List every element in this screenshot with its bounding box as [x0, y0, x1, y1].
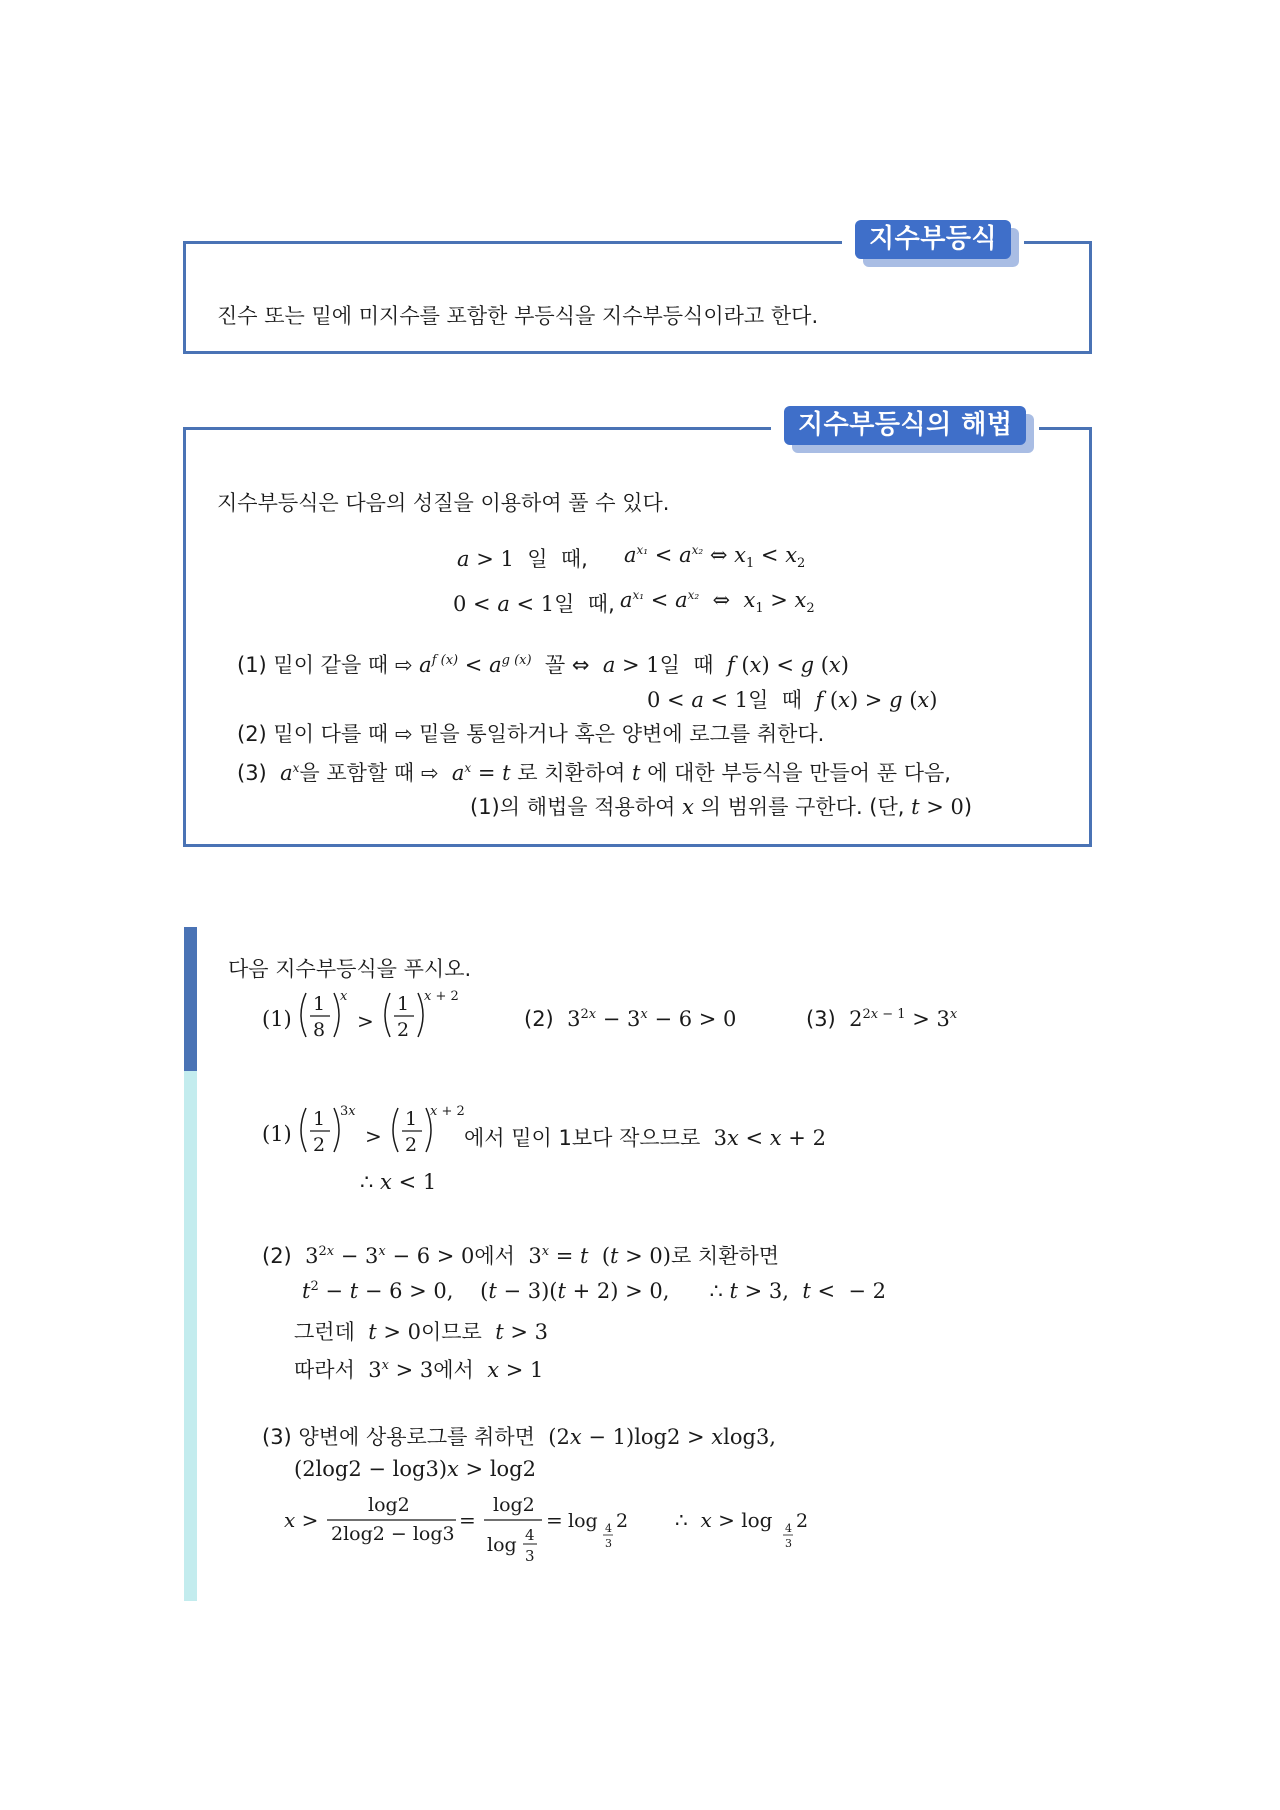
- method-item-1-label: (1) 밑이 같을 때 ⇨: [237, 653, 413, 677]
- method-intro: 지수부등식은 다음의 성질을 이용하여 풀 수 있다.: [217, 491, 670, 515]
- rule1-formula: $a^{x_1} < a^{x_2}$ ⇔ $x_1 < x_2$: [624, 543, 806, 572]
- solution-2-however: 그런데: [294, 1320, 355, 1344]
- definition-text: 진수 또는 밑에 미지수를 포함한 부등식을 지수부등식이라고 한다.: [217, 304, 819, 328]
- method-item-3-close: ): [963, 795, 973, 819]
- method-item-1-case-2: 0 < a < 1일 때 f (x) > g (x): [647, 688, 938, 712]
- method-item-3-apply: (1)의 해법을 적용하여: [470, 795, 676, 819]
- solution-2-since: 이므로: [420, 1320, 482, 1344]
- solution-2-line-3: 그런데 t > 0이므로 t > 3: [294, 1320, 548, 1344]
- svg-text:>: >: [357, 1009, 374, 1033]
- svg-text:=: =: [459, 1508, 476, 1532]
- rule2-condition: 0 < a < 1일 때,: [453, 592, 615, 616]
- solution-2-from-2: 에서: [433, 1358, 474, 1382]
- svg-text:1: 1: [313, 1108, 326, 1130]
- solution-1-answer: ∴ x < 1: [360, 1170, 437, 1194]
- problem-2-label: (2): [524, 1007, 554, 1031]
- svg-text:2: 2: [397, 1019, 410, 1041]
- svg-text:2: 2: [796, 1510, 809, 1532]
- problem-1: [262, 989, 459, 1041]
- method-title: 지수부등식의 해법: [784, 406, 1026, 445]
- method-item-2: (2) 밑이 다를 때 ⇨ 밑을 통일하거나 혹은 양변에 로그를 취한다.: [237, 722, 825, 746]
- svg-text:4: 4: [605, 1522, 612, 1535]
- definition-title: 지수부등식: [855, 220, 1011, 259]
- solution-2-line-1: (2) $3^{2x} - 3^x - 6 > 0$에서 $3^x = t$ (t > 0)로 치환하면: [262, 1244, 780, 1268]
- method-item-3-label: (3): [237, 761, 267, 785]
- solution-3-intro: (3) 양변에 상용로그를 취하면: [262, 1425, 535, 1449]
- svg-text:x >: x >: [284, 1508, 319, 1532]
- svg-text:2log2 − log3: 2log2 − log3: [331, 1523, 455, 1545]
- solution-2-from: 에서: [474, 1244, 515, 1268]
- method-item-3-sub: 로 치환하여: [517, 761, 626, 785]
- solution-2-therefore: 따라서: [294, 1358, 355, 1382]
- rule2-formula: $a^{x_1} < a^{x_2}$ ⇔ $x_1 > x_2$: [620, 588, 815, 617]
- svg-text:x + 2: x + 2: [424, 989, 459, 1004]
- method-item-3: (3) $a^x$을 포함할 때 ⇨ $a^x = t$ 로 치환하여 t 에 대한 부등식을 만들어 푼 다음,: [237, 761, 951, 785]
- svg-text:log2: log2: [368, 1494, 410, 1516]
- solution-2-line-2: $t^2 - t - 6 > 0$, (t − 3)(t + 2) > 0, ∴ t > 3, t < − 2: [302, 1279, 887, 1303]
- solution-1-reason: 에서 밑이 1보다 작으므로: [464, 1126, 701, 1150]
- solution-1-text: 에서 밑이 1보다 작으므로 3x < x + 2: [464, 1126, 826, 1150]
- solution-2-line-4: 따라서 $3^x > 3$에서 x > 1: [294, 1358, 544, 1382]
- svg-text:log2: log2: [493, 1494, 535, 1516]
- solution-1-formula: [262, 1104, 465, 1156]
- method-item-3-cond: 을 포함할 때 ⇨: [299, 761, 439, 785]
- svg-text:3x: 3x: [340, 1104, 356, 1119]
- svg-text:log: log: [487, 1534, 517, 1556]
- problem-1-label: (1): [262, 1007, 292, 1031]
- solution-3-fraction: [284, 1494, 808, 1565]
- svg-text:2: 2: [616, 1510, 629, 1532]
- solution-2-sub: 로 치환하면: [670, 1244, 780, 1268]
- svg-text:4: 4: [525, 1526, 535, 1544]
- problem-prompt: 다음 지수부등식을 푸시오.: [228, 957, 472, 981]
- svg-text:1: 1: [313, 993, 326, 1015]
- svg-text:∴ x > log: ∴ x > log: [675, 1508, 773, 1532]
- svg-text:x: x: [340, 989, 348, 1004]
- svg-text:>: >: [365, 1124, 382, 1148]
- svg-text:2: 2: [313, 1134, 326, 1156]
- solution-3-line-2: (2log2 − log3)x > log2: [294, 1457, 536, 1481]
- svg-text:log: log: [568, 1510, 598, 1532]
- solution-1-label: (1): [262, 1122, 292, 1146]
- svg-text:=: =: [546, 1508, 563, 1532]
- problem-3-label: (3): [806, 1007, 836, 1031]
- solution-2-label: (2): [262, 1244, 292, 1268]
- method-item-1-form: 꼴 ⇔: [544, 653, 590, 677]
- method-item-3-line-2: (1)의 해법을 적용하여 x 의 범위를 구한다. (단, t > 0): [470, 795, 973, 819]
- svg-text:2: 2: [405, 1134, 418, 1156]
- svg-text:3: 3: [785, 1537, 792, 1550]
- svg-text:3: 3: [605, 1537, 612, 1550]
- svg-text:8: 8: [313, 1019, 326, 1041]
- solution-3-line-1: (3) 양변에 상용로그를 취하면 (2x − 1)log2 > xlog3,: [262, 1425, 776, 1449]
- svg-text:1: 1: [397, 993, 410, 1015]
- svg-text:3: 3: [525, 1547, 535, 1565]
- method-item-1: (1) 밑이 같을 때 ⇨ $a^{f (x)} < a^{g (x)}$ 꼴 ⇔ a > 1일 때 f (x) < g (x): [237, 653, 849, 677]
- svg-text:x + 2: x + 2: [430, 1104, 465, 1119]
- problem-3: (3) $2^{2x - 1} > 3^x$: [806, 1007, 958, 1031]
- method-item-3-then: 에 대한 부등식을 만들어 푼 다음,: [647, 761, 951, 785]
- problem-2: (2) $3^{2x} - 3^x - 6 > 0$: [524, 1007, 737, 1031]
- method-item-3-range: 의 범위를 구한다. (단,: [700, 795, 905, 819]
- svg-text:4: 4: [785, 1522, 792, 1535]
- svg-text:1: 1: [405, 1108, 418, 1130]
- rule1-condition: a > 1 일 때,: [457, 547, 588, 571]
